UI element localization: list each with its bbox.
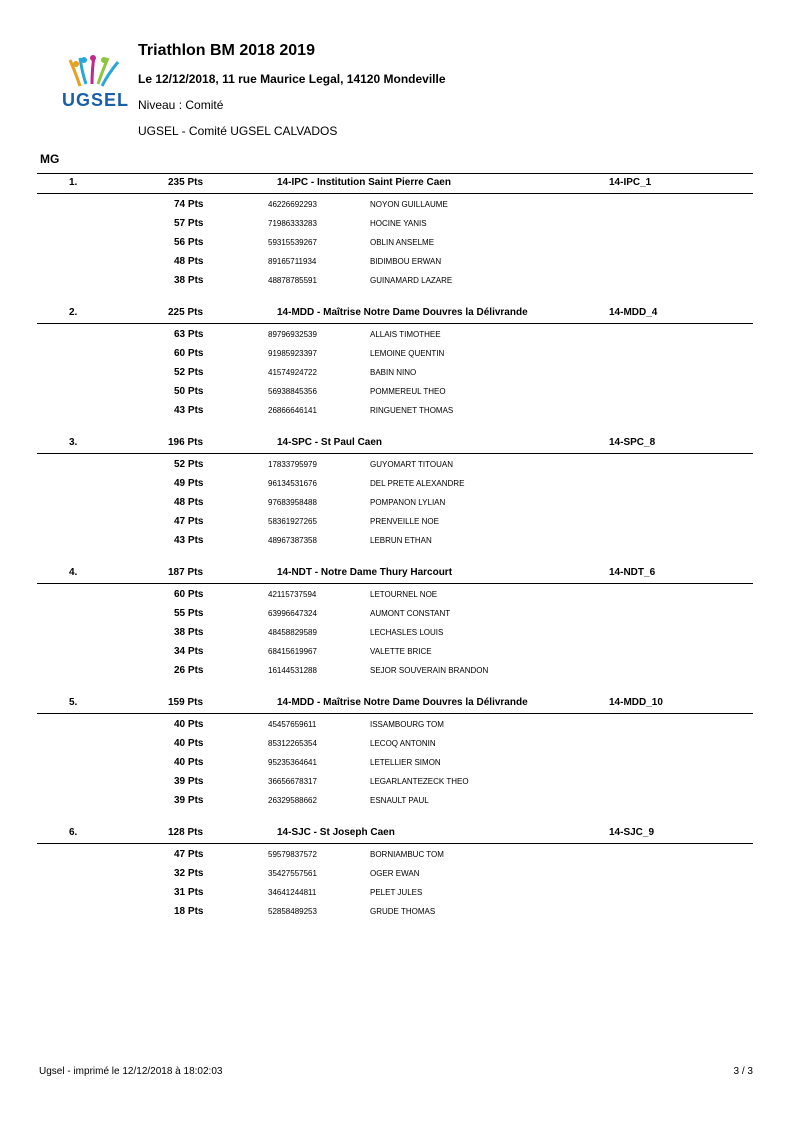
athlete-license: 35427557561 [268,869,317,878]
athlete-name: GUINAMARD LAZARE [370,276,453,285]
team-row [37,823,753,843]
athlete-row [37,715,753,734]
team-spacer [37,921,753,934]
athlete-license: 26329588662 [268,796,317,805]
team-points: 225 Pts [168,307,204,318]
athlete-name: LECOQ ANTONIN [370,739,436,748]
athlete-points: 48 Pts [174,497,204,508]
athlete-row [37,883,753,902]
athlete-points: 34 Pts [174,646,204,657]
athlete-license: 26866646141 [268,406,317,415]
athlete-name: OBLIN ANSELME [370,238,435,247]
athlete-license: 95235364641 [268,758,317,767]
team-spacer [37,290,753,303]
athlete-license: 89165711934 [268,257,317,266]
athlete-license: 41574924722 [268,368,317,377]
athlete-name: SEJOR SOUVERAIN BRANDON [370,666,489,675]
athlete-row [37,195,753,214]
athlete-points: 47 Pts [174,516,204,527]
athlete-row [37,474,753,493]
page-number: 3 / 3 [733,1066,753,1077]
athlete-points: 55 Pts [174,608,204,619]
athlete-row [37,252,753,271]
athlete-row [37,623,753,642]
athlete-row [37,753,753,772]
athlete-row [37,531,753,550]
athlete-license: 91985923397 [268,349,317,358]
event-organization: UGSEL - Comité UGSEL CALVADOS [138,124,338,138]
athlete-points: 63 Pts [174,329,204,340]
athlete-name: LEMOINE QUENTIN [370,349,445,358]
athlete-license: 16144531288 [268,666,317,675]
team-rank: 4. [69,567,78,578]
athlete-points: 60 Pts [174,589,204,600]
athlete-row [37,271,753,290]
athlete-points: 56 Pts [174,237,204,248]
team-row [37,173,753,193]
athlete-license: 96134531676 [268,479,317,488]
athlete-name: OGER EWAN [370,869,420,878]
athlete-license: 58361927265 [268,517,317,526]
athlete-points: 32 Pts [174,868,204,879]
athlete-name: LEBRUN ETHAN [370,536,432,545]
athlete-name: LECHASLES LOUIS [370,628,444,637]
team-spacer [37,420,753,433]
athlete-license: 34641244811 [268,888,317,897]
athlete-license: 71986333283 [268,219,317,228]
athlete-row [37,325,753,344]
athlete-points: 48 Pts [174,256,204,267]
athlete-license: 48878785591 [268,276,317,285]
athlete-name: BIDIMBOU ERWAN [370,257,442,266]
athlete-points: 40 Pts [174,719,204,730]
team-school: 14-NDT - Notre Dame Thury Harcourt [277,567,453,578]
team-school: 14-SPC - St Paul Caen [277,437,383,448]
athlete-points: 47 Pts [174,849,204,860]
athlete-license: 97683958488 [268,498,317,507]
team-points: 159 Pts [168,697,204,708]
athlete-points: 40 Pts [174,757,204,768]
team-spacer [37,810,753,823]
athlete-points: 57 Pts [174,218,204,229]
athlete-name: VALETTE BRICE [370,647,432,656]
athlete-license: 48967387358 [268,536,317,545]
athlete-license: 17833795979 [268,460,317,469]
team-rank: 3. [69,437,78,448]
team-school: 14-MDD - Maîtrise Notre Dame Douvres la Délivrande [277,307,528,318]
logo-text: UGSEL [62,90,130,110]
team-points: 196 Pts [168,437,204,448]
athlete-license: 63996647324 [268,609,317,618]
team-code: 14-NDT_6 [609,567,656,578]
athlete-name: GUYOMART TITOUAN [370,460,453,469]
athlete-row [37,401,753,420]
athlete-name: PELET JULES [370,888,423,897]
athlete-row [37,845,753,864]
athlete-points: 26 Pts [174,665,204,676]
team-school: 14-SJC - St Joseph Caen [277,827,395,838]
athlete-license: 48458829589 [268,628,317,637]
athlete-points: 52 Pts [174,367,204,378]
athlete-points: 38 Pts [174,627,204,638]
athlete-name: NOYON GUILLAUME [370,200,448,209]
athlete-row [37,772,753,791]
athlete-row [37,604,753,623]
athlete-row [37,344,753,363]
athlete-points: 50 Pts [174,386,204,397]
team-row [37,693,753,713]
athlete-name: LETELLIER SIMON [370,758,441,767]
athlete-license: 52858489253 [268,907,317,916]
athlete-row [37,512,753,531]
team-points: 128 Pts [168,827,204,838]
print-timestamp: Ugsel - imprimé le 12/12/2018 à 18:02:03 [39,1066,223,1077]
athlete-name: AUMONT CONSTANT [370,609,451,618]
results-list [37,173,753,934]
team-spacer [37,680,753,693]
athlete-name: ESNAULT PAUL [370,796,429,805]
team-row [37,433,753,453]
athlete-license: 45457659611 [268,720,317,729]
athlete-points: 43 Pts [174,535,204,546]
athlete-license: 36656678317 [268,777,317,786]
athlete-row [37,791,753,810]
athlete-name: RINGUENET THOMAS [370,406,454,415]
athlete-row [37,585,753,604]
athlete-points: 31 Pts [174,887,204,898]
athlete-row [37,214,753,233]
athlete-row [37,734,753,753]
athlete-license: 89796932539 [268,330,317,339]
athlete-name: PRENVEILLE NOE [370,517,439,526]
athlete-license: 56938845356 [268,387,317,396]
athlete-license: 68415619967 [268,647,317,656]
team-code: 14-MDD_4 [609,307,658,318]
athlete-points: 38 Pts [174,275,204,286]
athlete-license: 85312265354 [268,739,317,748]
team-code: 14-SJC_9 [609,827,655,838]
athlete-name: BABIN NINO [370,368,417,377]
athlete-name: HOCINE YANIS [370,219,427,228]
athlete-row [37,455,753,474]
team-spacer [37,550,753,563]
team-row [37,303,753,323]
athlete-row [37,363,753,382]
athlete-name: POMMEREUL THEO [370,387,446,396]
athlete-row [37,642,753,661]
team-rank: 6. [69,827,78,838]
team-points: 187 Pts [168,567,204,578]
athlete-row [37,902,753,921]
athlete-name: BORNIAMBUC TOM [370,850,444,859]
team-points: 235 Pts [168,177,204,188]
athlete-license: 46226692293 [268,200,317,209]
team-row [37,563,753,583]
category-label: MG [40,152,60,166]
athlete-license: 59315539267 [268,238,317,247]
athlete-name: DEL PRETE ALEXANDRE [370,479,465,488]
athlete-points: 49 Pts [174,478,204,489]
athlete-points: 18 Pts [174,906,204,917]
athlete-points: 39 Pts [174,776,204,787]
team-school: 14-IPC - Institution Saint Pierre Caen [277,177,451,188]
athlete-points: 60 Pts [174,348,204,359]
team-rank: 5. [69,697,78,708]
athlete-row [37,382,753,401]
athlete-name: POMPANON LYLIAN [370,498,446,507]
athlete-name: GRUDE THOMAS [370,907,436,916]
athlete-points: 74 Pts [174,199,204,210]
page-title: Triathlon BM 2018 2019 [138,42,315,59]
team-code: 14-MDD_10 [609,697,663,708]
team-code: 14-SPC_8 [609,437,656,448]
athlete-points: 39 Pts [174,795,204,806]
athlete-name: ALLAIS TIMOTHEE [370,330,441,339]
athlete-row [37,661,753,680]
team-school: 14-MDD - Maîtrise Notre Dame Douvres la Délivrande [277,697,528,708]
athlete-name: LEGARLANTEZECK THEO [370,777,469,786]
team-code: 14-IPC_1 [609,177,652,188]
event-level: Niveau : Comité [138,98,224,112]
team-rank: 2. [69,307,78,318]
athlete-license: 42115737594 [268,590,317,599]
athlete-row [37,864,753,883]
event-date-location: Le 12/12/2018, 11 rue Maurice Legal, 14120 Mondeville [138,72,446,86]
team-rank: 1. [69,177,78,188]
athlete-name: LETOURNEL NOE [370,590,438,599]
athlete-row [37,493,753,512]
athlete-name: ISSAMBOURG TOM [370,720,444,729]
athlete-points: 43 Pts [174,405,204,416]
athlete-points: 40 Pts [174,738,204,749]
athlete-points: 52 Pts [174,459,204,470]
athlete-license: 59579837572 [268,850,317,859]
athlete-row [37,233,753,252]
